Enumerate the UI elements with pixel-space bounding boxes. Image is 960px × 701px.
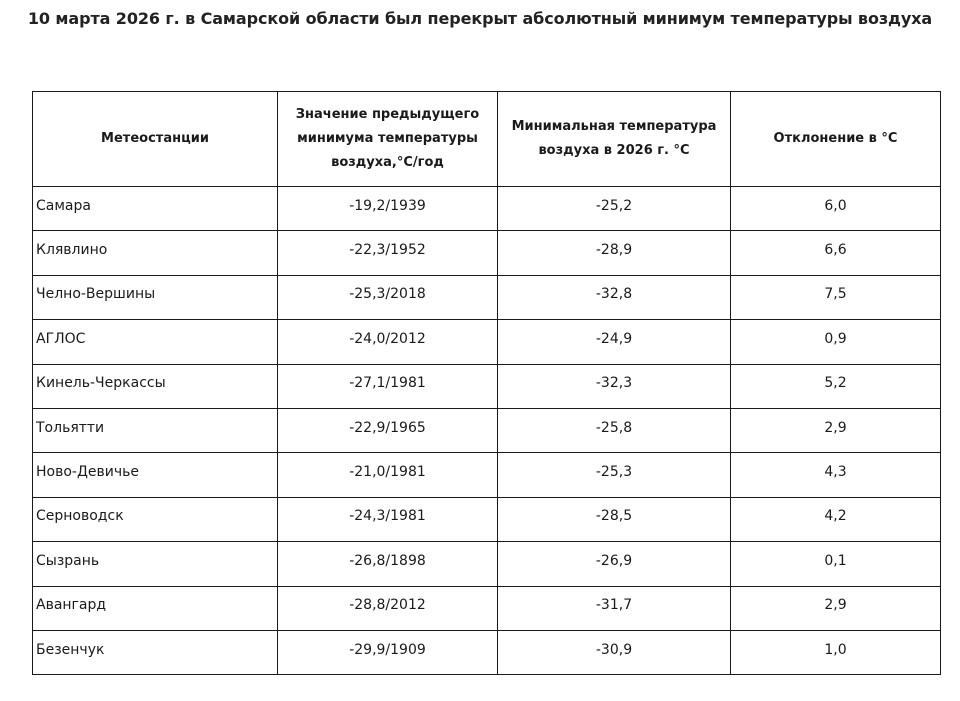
station-cell: Кинель-Черкассы [33,364,278,408]
min-2026-cell: -26,9 [498,542,731,586]
station-cell: Ново-Девичье [33,453,278,497]
station-cell: Челно-Вершины [33,275,278,319]
deviation-cell: 0,9 [731,320,941,364]
station-cell: Самара [33,187,278,231]
table-row [33,586,941,630]
previous-min-cell: -22,3/1952 [278,231,498,275]
table-row [33,542,941,586]
previous-min-cell: -27,1/1981 [278,364,498,408]
previous-min-cell: -19,2/1939 [278,187,498,231]
min-2026-cell: -31,7 [498,586,731,630]
header-stations: Метеостанции [33,92,278,187]
min-2026-cell: -25,8 [498,408,731,452]
deviation-cell: 2,9 [731,586,941,630]
deviation-cell: 4,2 [731,497,941,541]
previous-min-cell: -29,9/1909 [278,630,498,674]
station-cell: Безенчук [33,630,278,674]
deviation-cell: 7,5 [731,275,941,319]
previous-min-cell: -26,8/1898 [278,542,498,586]
table-row [33,364,941,408]
temperature-table [32,91,941,675]
deviation-cell: 5,2 [731,364,941,408]
table-row [33,497,941,541]
station-cell: Тольятти [33,408,278,452]
page-title: 10 марта 2026 г. в Самарской области был перекрыт абсолютный минимум температуры воздуха [27,9,933,28]
header-deviation: Отклонение в °С [731,92,941,187]
deviation-cell: 2,9 [731,408,941,452]
station-cell: Клявлино [33,231,278,275]
table-row [33,231,941,275]
header-min-2026: Минимальная температура воздуха в 2026 г. °С [498,92,731,187]
min-2026-cell: -30,9 [498,630,731,674]
previous-min-cell: -24,3/1981 [278,497,498,541]
table-row [33,320,941,364]
table-row [33,275,941,319]
min-2026-cell: -24,9 [498,320,731,364]
deviation-cell: 4,3 [731,453,941,497]
deviation-cell: 6,0 [731,187,941,231]
min-2026-cell: -25,3 [498,453,731,497]
previous-min-cell: -25,3/2018 [278,275,498,319]
min-2026-cell: -32,3 [498,364,731,408]
station-cell: Сызрань [33,542,278,586]
deviation-cell: 1,0 [731,630,941,674]
table-row [33,187,941,231]
deviation-cell: 0,1 [731,542,941,586]
station-cell: Серноводск [33,497,278,541]
station-cell: АГЛОС [33,320,278,364]
previous-min-cell: -28,8/2012 [278,586,498,630]
deviation-cell: 6,6 [731,231,941,275]
header-previous-min: Значение предыдущего минимума температуры воздуха,°С/год [278,92,498,187]
min-2026-cell: -28,9 [498,231,731,275]
station-cell: Авангард [33,586,278,630]
table-header-row [33,92,941,187]
min-2026-cell: -32,8 [498,275,731,319]
min-2026-cell: -28,5 [498,497,731,541]
min-2026-cell: -25,2 [498,187,731,231]
table-row [33,408,941,452]
previous-min-cell: -21,0/1981 [278,453,498,497]
previous-min-cell: -22,9/1965 [278,408,498,452]
previous-min-cell: -24,0/2012 [278,320,498,364]
table-row [33,453,941,497]
table-row [33,630,941,674]
